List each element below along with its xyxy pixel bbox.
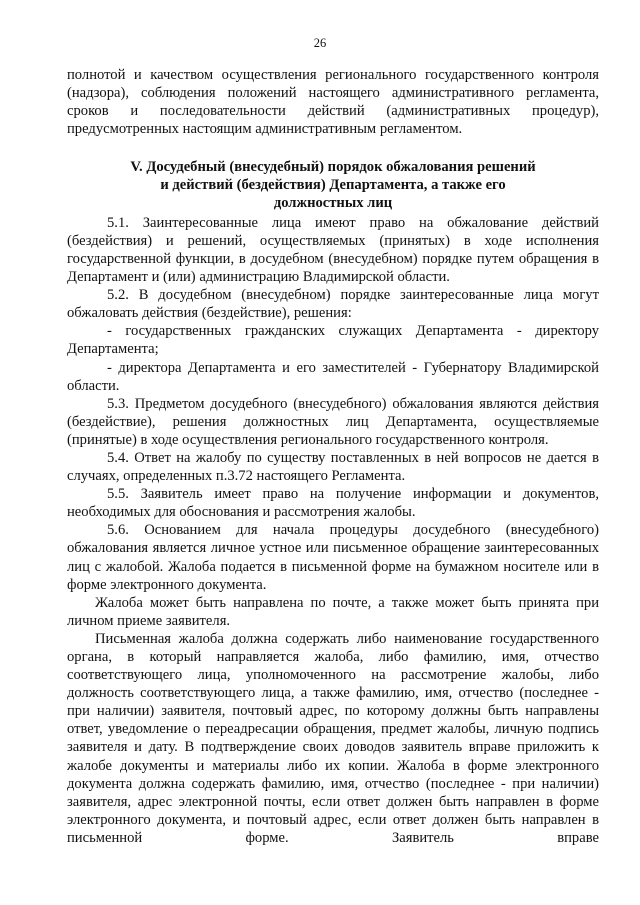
heading-line-3: должностных лиц [273, 194, 393, 211]
paragraph-5-4: 5.4. Ответ на жалобу по существу поставленных в ней вопросов не дается в случаях, определенных п.3.72 настоящего Регламента. [67, 449, 599, 485]
paragraph-5-3: 5.3. Предметом досудебного (внесудебного) обжалования являются действия (бездействие), решения должностных лиц Департамента, осуществляемые (принятые) в ходе осуществления регионального государственного контроля. [67, 395, 599, 448]
heading-line-1: V. Досудебный (внесудебный) порядок обжалования решений [130, 159, 536, 176]
paragraph-mail-submission: Жалоба может быть направлена по почте, а также может быть принята при личном приеме заявителя. [67, 594, 599, 629]
paragraph-5-6: 5.6. Основанием для начала процедуры досудебного (внесудебного) обжалования является личное устное или письменное обращение заинтересованных лиц с жалобой. Жалоба подается в письменной форме на бумажном носителе или в форме электронного документа. [67, 522, 599, 593]
intro-line-4: предусмотренных настоящим административным регламентом. [67, 121, 463, 138]
intro-line-3: сроков и последовательности действий (административных процедур), [67, 103, 599, 120]
page-number: 26 [313, 36, 327, 50]
paragraph-5-2-item-2: - директора Департамента и его заместителей - Губернатору Владимирской области. [67, 359, 599, 394]
intro-line-2: (надзора), соблюдения положений настоящего административного регламента, [67, 85, 599, 102]
paragraph-written-complaint: Письменная жалоба должна содержать либо наименование государственного органа, в который направляется жалоба, либо фамилию, имя, отчество соответствующего лица, уполномоченного на рассмотрение жалобы, либо должность соответствующего лица, а также фамилию, имя, отчество (последнее - при наличии) заявителя, почтовый адрес, по которому должны быть направлены ответ, уведомление о переадресации обращения, предмет жалобы, личную подпись заявителя и дату. В подтверждение своих доводов заявитель вправе приложить к жалобе документы и материалы либо их копии. Жалоба в форме электронного документа должна содержать фамилию, имя, отчество (последнее - при наличии) заявителя, адрес электронной почты, если ответ должен быть направлен в форме электронного документа, и почтовый адрес, если ответ должен быть направлен в письменной форме. Заявитель вправе [67, 630, 599, 846]
paragraph-5-1: 5.1. Заинтересованные лица имеют право на обжалование действий (бездействия) и решений, осуществляемых (принятых) в ходе исполнения государственной функции, в досудебном (внесудебном) порядке путем обращения в Департамент и (или) администрацию Владимирской области. [67, 214, 599, 286]
paragraph-5-2-item-1: - государственных гражданских служащих Департамента - директору Департамента; [67, 323, 599, 358]
intro-line-1: полнотой и качеством осуществления регионального государственного контроля [67, 67, 599, 83]
document-body [67, 66, 599, 847]
paragraph-5-5: 5.5. Заявитель имеет право на получение информации и документов, необходимых для обоснования и рассмотрения жалобы. [67, 486, 599, 521]
section-heading [67, 159, 599, 212]
heading-line-2: и действий (бездействия) Департамента, а также его [160, 177, 506, 194]
paragraph-5-2: 5.2. В досудебном (внесудебном) порядке заинтересованные лица могут обжаловать действия (бездействие), решения: [67, 287, 599, 322]
